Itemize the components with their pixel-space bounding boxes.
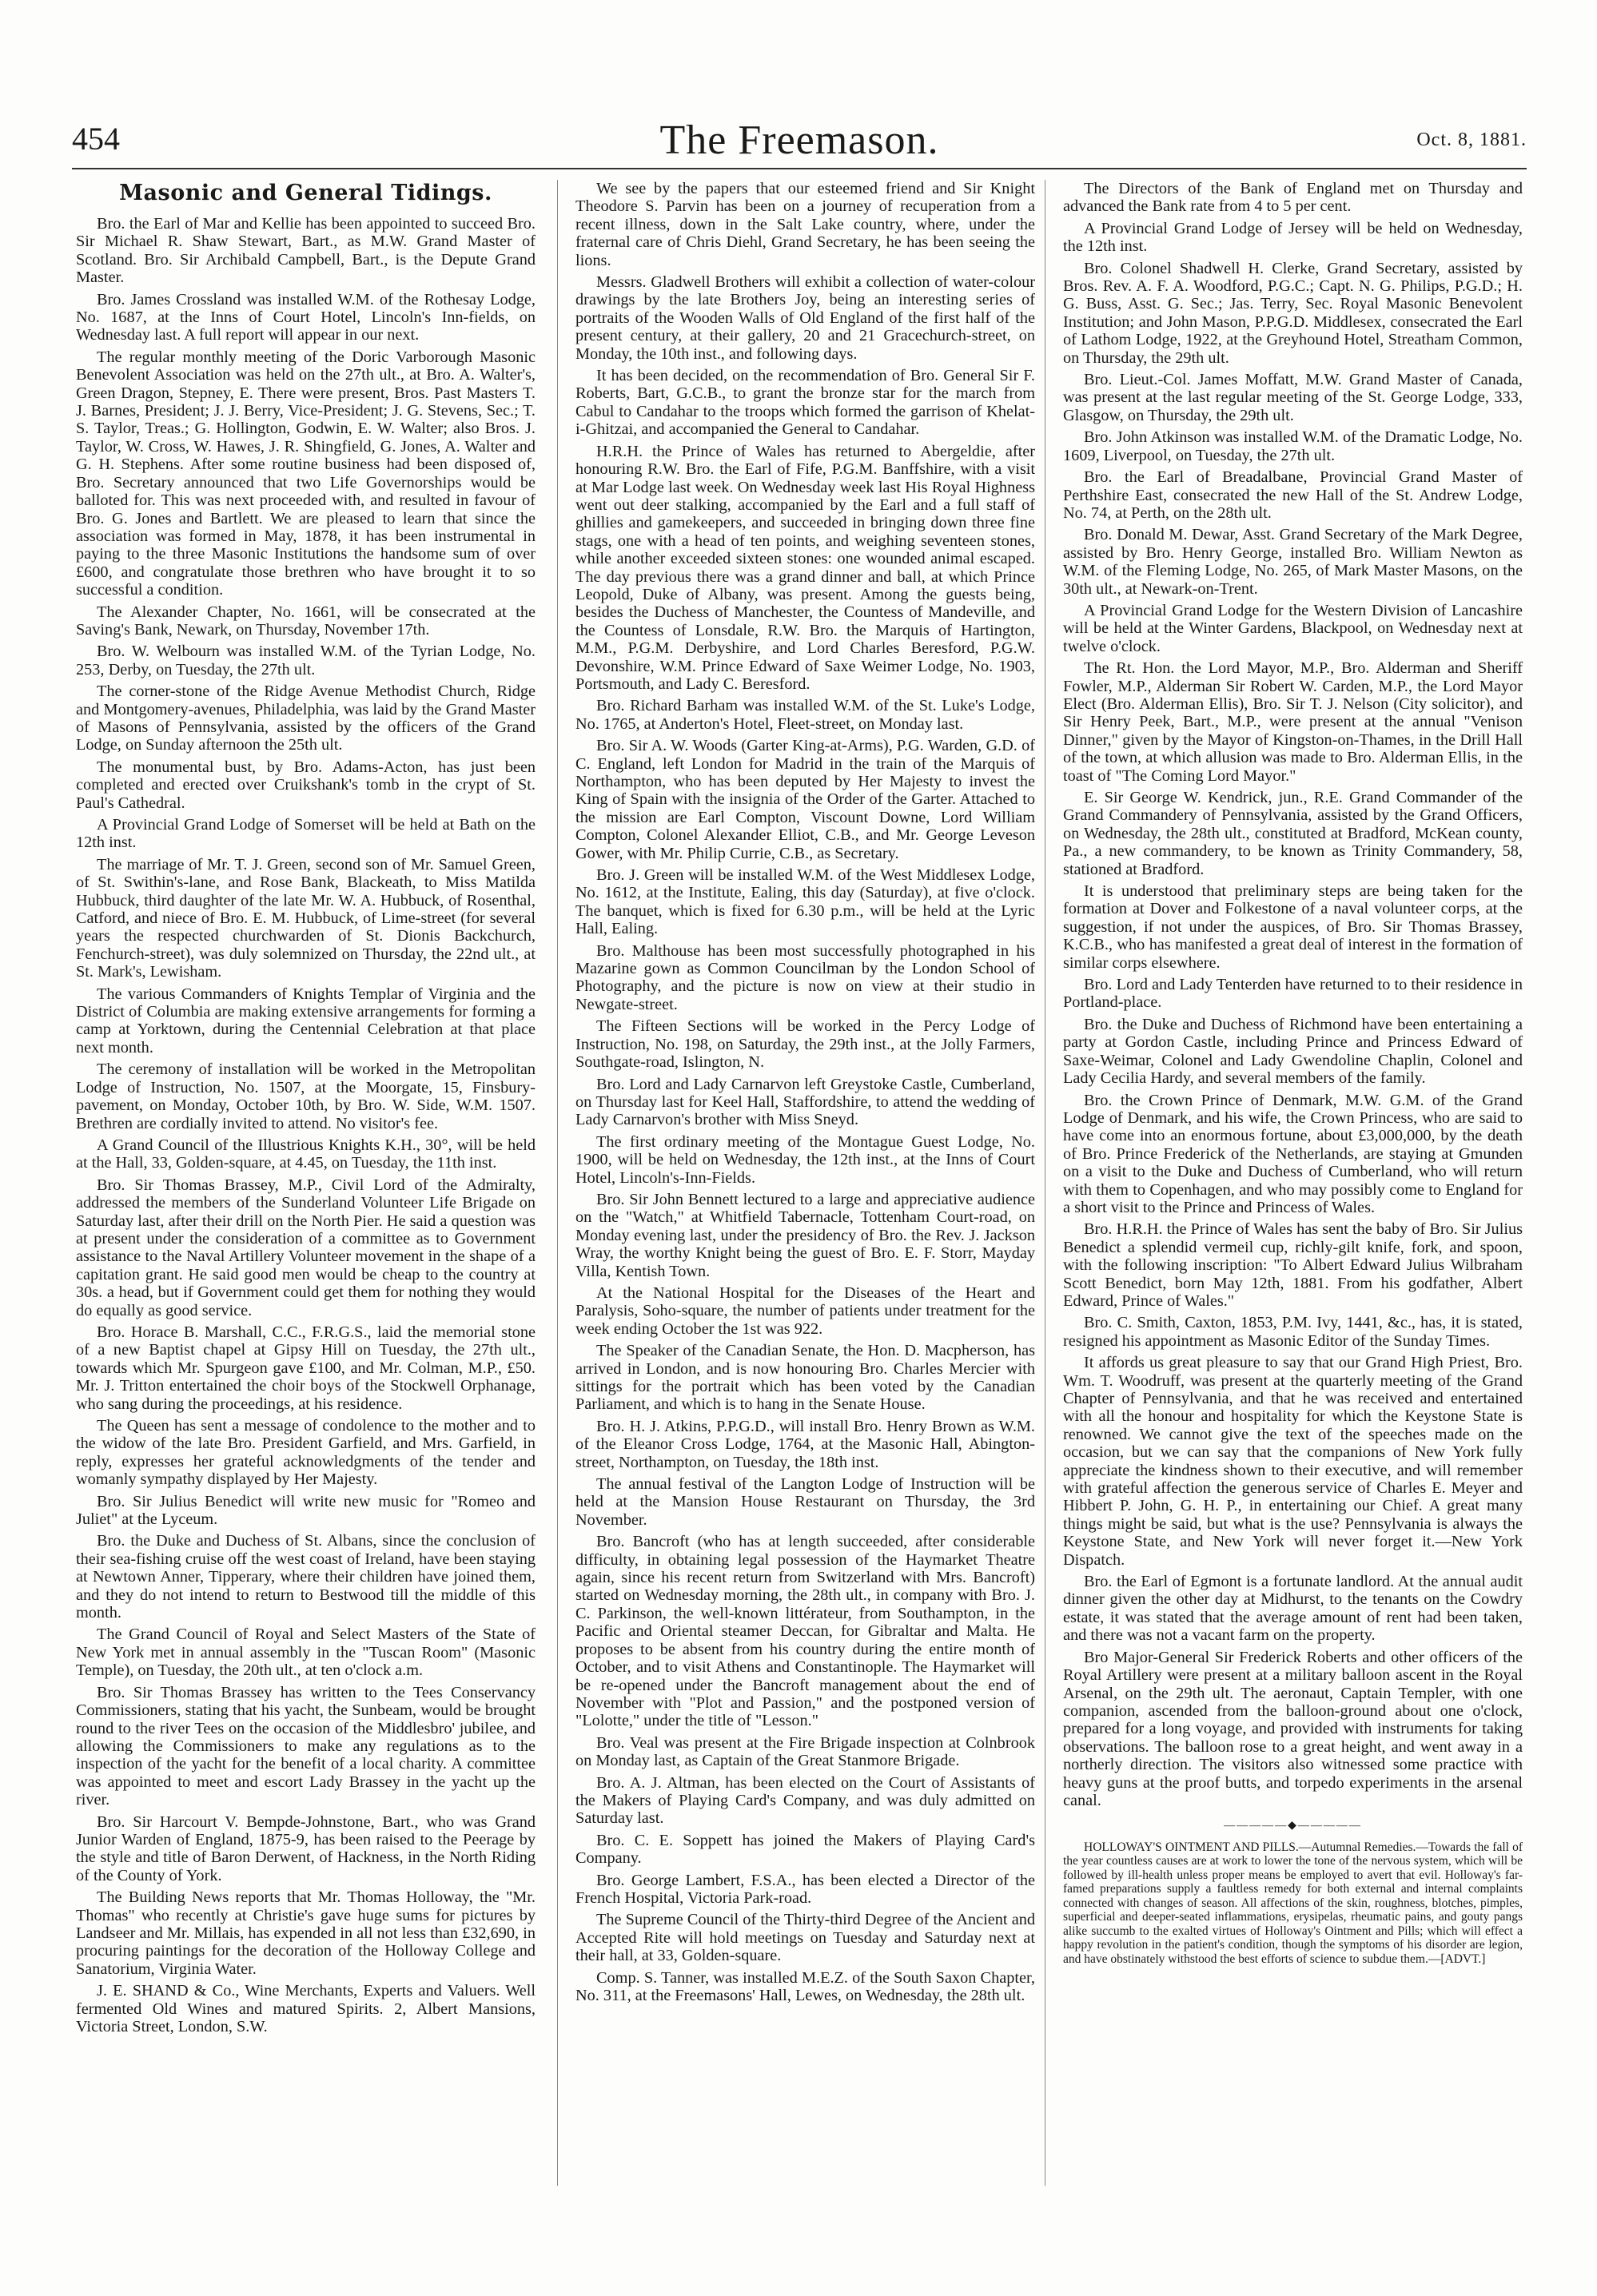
news-paragraph: Bro. H. J. Atkins, P.P.G.D., will install Bro. Henry Brown as W.M. of the Eleanor Cross Lodge, 1764, at the Masonic Hall, Abington-street, Northampton, on Tuesday, the 18th inst.: [575, 1417, 1035, 1471]
news-paragraph: It has been decided, on the recommendation of Bro. General Sir F. Roberts, Bart, G.C.B., to grant the bronze star for the march from Cabul to Candahar to the troops which formed the garrison of Khelat-i-Ghitzai, and accompanied the General to Candahar.: [575, 367, 1035, 439]
news-paragraph: Bro. Donald M. Dewar, Asst. Grand Secretary of the Mark Degree, assisted by Bro. Henry George, installed Bro. William Newton as W.M. of the Fleming Lodge, No. 265, of Mark Master Masons, on the 30th ult., at Newark-on-Trent.: [1063, 526, 1523, 598]
ornament-divider: —————◆—————: [1224, 1820, 1362, 1832]
news-paragraph: Bro. the Crown Prince of Denmark, M.W. G.M. of the Grand Lodge of Denmark, and his wife, the Crown Princess, who are said to have come into an enormous fortune, about £3,000,000, by the death of Bro. Prince Frederick of the Netherlands, are staying at Gmunden on a visit to the Duke and Duchess of Cumberland, who will return with them to Copenhagen, and who may possibly come to England for a short visit to the Prince and Princess of Wales.: [1063, 1091, 1523, 1216]
news-paragraph: Bro. James Crossland was installed W.M. of the Rothesay Lodge, No. 1687, at the Inns of Court Hotel, Lincoln's Inn-fields, on Wednesday last. A full report will appear in our next.: [76, 290, 536, 344]
news-paragraph: Bro. Veal was present at the Fire Brigade inspection at Colnbrook on Monday last, as Captain of the Great Stanmore Brigade.: [575, 1733, 1035, 1770]
news-paragraph: Messrs. Gladwell Brothers will exhibit a collection of water-colour drawings by the late Brothers Joy, being an interesting series of portraits of the Wooden Walls of Old England of the first half of the present century, at their gallery, 20 and 21 Gracechurch-street, on Monday, the 10th inst., and following days.: [575, 273, 1035, 363]
news-paragraph: Bro. the Earl of Breadalbane, Provincial Grand Master of Perthshire East, consecrated the new Hall of the St. Andrew Lodge, No. 74, at Perth, on the 28th ult.: [1063, 468, 1523, 522]
news-paragraph: Bro. the Duke and Duchess of Richmond have been entertaining a party at Gordon Castle, including Prince and Princess Edward of Saxe-Weimar, Colonel and Lady Gwendoline Chaplin, Colonel and Lady Cecilia Hardy, and several members of the family.: [1063, 1015, 1523, 1088]
news-paragraph: At the National Hospital for the Diseases of the Heart and Paralysis, Soho-square, the number of patients under treatment for the week ending October the 1st was 922.: [575, 1283, 1035, 1338]
news-paragraph: A Grand Council of the Illustrious Knights K.H., 30°, will be held at the Hall, 33, Golden-square, at 4.45, on Tuesday, the 11th inst.: [76, 1136, 536, 1172]
news-paragraph: A Provincial Grand Lodge for the Western Division of Lancashire will be held at the Winter Gardens, Blackpool, on Wednesday next at twelve o'clock.: [1063, 601, 1523, 655]
column-2-body: [575, 180, 1035, 2004]
news-paragraph: J. E. SHAND & Co., Wine Merchants, Experts and Valuers. Well fermented Old Wines and matured Spirits. 2, Albert Mansions, Victoria Street, London, S.W.: [76, 1982, 536, 2035]
news-paragraph: The ceremony of installation will be worked in the Metropolitan Lodge of Instruction, No. 1507, at the Moorgate, 15, Finsbury-pavement, on Monday, October 10th, by Bro. W. Side, W.M. 1507. Brethren are cordially invited to attend. No visitor's fee.: [76, 1060, 536, 1132]
news-paragraph: A Provincial Grand Lodge of Jersey will be held on Wednesday, the 12th inst.: [1063, 219, 1523, 256]
column-2: [575, 180, 1035, 2008]
news-paragraph: We see by the papers that our esteemed friend and Sir Knight Theodore S. Parvin has been on a journey of recuperation from a recent illness, down in the Salt Lake country, where, under the fraternal care of Chris Diehl, Grand Secretary, he has been seeing the lions.: [575, 180, 1035, 269]
news-paragraph: Bro. the Earl of Mar and Kellie has been appointed to succeed Bro. Sir Michael R. Shaw Stewart, Bart., as M.W. Grand Master of Scotland. Bro. Sir Archibald Campbell, Bart., is the Depute Grand Master.: [76, 215, 536, 287]
news-paragraph: The Grand Council of Royal and Select Masters of the State of New York met in annual assembly in the "Tuscan Room" (Masonic Temple), on Tuesday, the 20th ult., at ten o'clock a.m.: [76, 1626, 536, 1680]
news-paragraph: The regular monthly meeting of the Doric Varborough Masonic Benevolent Association was held on the 27th ult., at Bro. A. Walter's, Green Dragon, Stepney, E. There were present, Bros. Past Masters T. J. Barnes, President; J. J. Berry, Vice-President; J. G. Stevens, Sec.; T. S. Taylor, Treas.; G. Hollington, Godwin, E. W. Walter; also Bros. J. Taylor, W. Cross, W. Hawes, J. R. Shingfield, G. Jones, A. Walter and G. H. Stephens. After some routine business had been disposed of, Bro. Secretary announced that two Life Governorships would be balloted for. This was next proceeded with, and resulted in favour of Bro. G. Jones and Bartlett. We are pleased to learn that since the association was formed in May, 1878, it has been instrumental in paying to the three Masonic Institutions the handsome sum of over £600, and congratulate those brethren who have brought it to so successful a condition.: [76, 348, 536, 599]
news-paragraph: A Provincial Grand Lodge of Somerset will be held at Bath on the 12th inst.: [76, 816, 536, 852]
news-paragraph: Bro. Malthouse has been most successfully photographed in his Mazarine gown as Common Councilman by the London School of Photography, and the picture is now on view at their studio in Newgate-street.: [575, 941, 1035, 1013]
masthead: The Freemason.: [659, 117, 939, 163]
news-paragraph: The Speaker of the Canadian Senate, the Hon. D. Macpherson, has arrived in London, and is now honouring Bro. Charles Mercier with sittings for the portrait which has been voted by the Canadian Parliament, and which is to hang in the Senate House.: [575, 1342, 1035, 1414]
news-paragraph: It is understood that preliminary steps are being taken for the formation at Dover and Folkestone of a naval volunteer corps, at the suggestion, if not under the auspices, of Bro. Sir Thomas Brassey, K.C.B., who has manifested a great deal of interest in the formation of similar corps elsewhere.: [1063, 882, 1523, 972]
news-paragraph: The monumental bust, by Bro. Adams-Acton, has just been completed and erected over Cruikshank's tomb in the crypt of St. Paul's Cathedral.: [76, 758, 536, 812]
news-paragraph: The marriage of Mr. T. J. Green, second son of Mr. Samuel Green, of St. Swithin's-lane, and Rose Bank, Blackeath, to Miss Matilda Hubbuck, third daughter of the late Mr. W. A. Hubbuck, of Rosenthal, Catford, and niece of Bro. E. M. Hubbuck, of Lime-street (for several years the respected churchwarden of St. Dionis Backchurch, Fenchurch-street), was duly solemnized on Thursday, the 22nd ult., at St. Mark's, Lewisham.: [76, 855, 536, 981]
news-paragraph: The annual festival of the Langton Lodge of Instruction will be held at the Mansion House Restaurant on Thursday, the 3rd November.: [575, 1475, 1035, 1529]
news-paragraph: Bro. Sir Thomas Brassey, M.P., Civil Lord of the Admiralty, addressed the members of the Sunderland Volunteer Life Brigade on Saturday last, after their drill on the North Pier. He said a question was at present under the consideration of a committee as to Government assistance to the Naval Artillery Volunteer movement in the shape of a capitation grant. He said good men would be cheap to the country at 30s. a head, but if Government could get them for nothing they would do equally as good service.: [76, 1176, 536, 1319]
news-paragraph: The Supreme Council of the Thirty-third Degree of the Ancient and Accepted Rite will hold meetings on Tuesday and Saturday next at their hall, at 33, Golden-square.: [575, 1911, 1035, 1965]
news-paragraph: The Building News reports that Mr. Thomas Holloway, the "Mr. Thomas" who recently at Christie's gave huge sums for pictures by Landseer and Mr. Millais, has expended in all not less than £32,690, in procuring paintings for the decoration of the Holloway College and Sanatorium, Virginia Water.: [76, 1888, 536, 1978]
news-paragraph: Bro Major-General Sir Frederick Roberts and other officers of the Royal Artillery were present at a military balloon ascent in the Royal Arsenal, on the 29th ult. The aeronaut, Captain Templer, with one companion, ascended from the balloon-ground about one o'clock, prepared for a long voyage, and provided with instruments for taking observations. The balloon rose to a great height, and went away in a northerly direction. The visitors also witnessed some practice with heavy guns at the proof butts, and torpedo experiments in the arsenal canal.: [1063, 1648, 1523, 1809]
column-divider: [557, 180, 558, 2186]
news-paragraph: The first ordinary meeting of the Montague Guest Lodge, No. 1900, will be held on Wednesday, the 12th inst., at the Inns of Court Hotel, Lincoln's-Inn-Fields.: [575, 1132, 1035, 1187]
news-paragraph: The corner-stone of the Ridge Avenue Methodist Church, Ridge and Montgomery-avenues, Philadelphia, was laid by the Grand Master of Masons of Pennsylvania, assisted by the officers of the Grand Lodge, on Sunday afternoon the 25th ult.: [76, 682, 536, 754]
news-paragraph: Bro. Sir A. W. Woods (Garter King-at-Arms), P.G. Warden, G.D. of C. England, left London for Madrid in the train of the Marquis of Northampton, who has been deputed by Her Majesty to invest the King of Spain with the insignia of the Order of the Garter. Attached to the mission are Earl Compton, Viscount Downe, Lord William Compton, Colonel Alexander Elliot, C.B., and Mr. George Leveson Gower, with Mr. Philip Currie, C.B., as Secretary.: [575, 737, 1035, 862]
news-paragraph: Bro. Colonel Shadwell H. Clerke, Grand Secretary, assisted by Bros. Rev. A. F. A. Woodford, P.G.C.; Capt. N. G. Philips, P.G.D.; H. G. Buss, Asst. G. Sec.; Jas. Terry, Sec. Royal Masonic Benevolent Institution; and John Mason, P.P.G.D. Middlesex, consecrated the Earl of Lathom Lodge, 1922, at the Greyhound Hotel, Streatham Common, on Thursday, the 29th ult.: [1063, 259, 1523, 367]
news-paragraph: Bro. C. E. Soppett has joined the Makers of Playing Card's Company.: [575, 1831, 1035, 1868]
news-paragraph: Bro. J. Green will be installed W.M. of the West Middlesex Lodge, No. 1612, at the Institute, Ealing, this day (Saturday), at five o'clock. The banquet, which is fixed for 6.30 p.m., will be held at the Lyric Hall, Ealing.: [575, 866, 1035, 938]
news-paragraph: Bro. A. J. Altman, has been elected on the Court of Assistants of the Makers of Playing Card's Company, and was duly admitted on Saturday last.: [575, 1773, 1035, 1828]
column-3-body: [1063, 180, 1523, 1809]
news-paragraph: Bro. W. Welbourn was installed W.M. of the Tyrian Lodge, No. 253, Derby, on Tuesday, the 27th ult.: [76, 643, 536, 678]
column-3: [1063, 180, 1523, 1970]
news-paragraph: E. Sir George W. Kendrick, jun., R.E. Grand Commander of the Grand Commandery of Pennsylvania, assisted by the Grand Officers, on Wednesday, the 28th ult., constituted at Bradford, McKean county, Pa., a new commandery, to be known as Trinity Commandery, 58, stationed at Bradford.: [1063, 789, 1523, 878]
news-paragraph: Bro. H.R.H. the Prince of Wales has sent the baby of Bro. Sir Julius Benedict a splendid vermeil cup, richly-gilt knife, fork, and spoon, with the following inscription: "To Albert Edward Julius Wilbraham Scott Benedict, born May 12th, 1881. From his godfather, Albert Edward, Prince of Wales.": [1063, 1220, 1523, 1310]
news-paragraph: Bro. Sir John Bennett lectured to a large and appreciative audience on the "Watch," at Whitfield Tabernacle, Tottenham Court-road, on Monday evening last, under the presidency of Bro. the Rev. J. Jackson Wray, the worthy Knight being the guest of Bro. E. F. Storr, Mayday Villa, Kentish Town.: [575, 1190, 1035, 1280]
news-paragraph: Bro. C. Smith, Caxton, 1853, P.M. Ivy, 1441, &c., has, it is stated, resigned his appointment as Masonic Editor of the Sunday Times.: [1063, 1314, 1523, 1350]
news-paragraph: The Directors of the Bank of England met on Thursday and advanced the Bank rate from 4 to 5 per cent.: [1063, 180, 1523, 216]
news-paragraph: It affords us great pleasure to say that our Grand High Priest, Bro. Wm. T. Woodruff, was present at the quarterly meeting of the Grand Chapter of Pennsylvania, and that he was received and entertained with all the honour and hospitality for which the Keystone State is renowned. We cannot give the text of the speeches made on the occasion, but we can say that the companions of New York fully appreciate the kindness shown to their executive, and will remember with grateful affection the generous service of Charles E. Meyer and Hibbert P. John, G. H. P., in entertaining our Chief. A great many things might be said, but what is the use? Pennsylvania is always the Keystone State, and New York will never forget it.—New York Dispatch.: [1063, 1354, 1523, 1569]
news-paragraph: The various Commanders of Knights Templar of Virginia and the District of Columbia are making extensive arrangements for forming a camp at Yorktown, during the Centennial Celebration at that place next month.: [76, 985, 536, 1056]
news-paragraph: Comp. S. Tanner, was installed M.E.Z. of the South Saxon Chapter, No. 311, at the Freemasons' Hall, Lewes, on Wednesday, the 28th ult.: [575, 1968, 1035, 2004]
news-paragraph: H.R.H. the Prince of Wales has returned to Abergeldie, after honouring R.W. Bro. the Earl of Fife, P.G.M. Banffshire, with a visit at Mar Lodge last week. On Wednesday week last His Royal Highness went out deer stalking, accompanied by the Earl and a full staff of ghillies and gamekeepers, and succeeded in bringing down three fine stags, one with a head of ten points, and weighing seventeen stones, while another exceeded sixteen stones: one wounded animal escaped. The day previous there was a grand dinner and ball, at which Prince Leopold, Duke of Albany, was present. Among the guests being, besides the Duchess of Manchester, the Countess of Mandeville, and the Countess of Lonsdale, R.W. Bro. the Marquis of Hartington, M.M., P.G.M. Derbyshire, and Lord Charles Beresford, P.G.W. Devonshire, W.M. Prince Edward of Saxe Weimer Lodge, No. 1903, Portsmouth, and Lady C. Beresford.: [575, 442, 1035, 693]
page-header: [72, 118, 1527, 165]
news-paragraph: Bro. the Earl of Egmont is a fortunate landlord. At the annual audit dinner given the other day at Midhurst, to the tenants on the Cowdry estate, it was stated that the average amount of rent had been taken, and there was not a vacant farm on the property.: [1063, 1573, 1523, 1645]
advertisement: HOLLOWAY'S OINTMENT AND PILLS.—Autumnal Remedies.—Towards the fall of the year countless causes are at work to lower the tone of the nervous system, which will be followed by ill-health unless proper means be employed to avert that evil. Holloway's far-famed preparations supply a faultless remedy for both external and internal complaints connected with changes of season. All affections of the skin, roughness, blotches, pimples, superficial and deeper-seated inflammations, erysipelas, rheumatic pains, and gouty pangs alike succumb to the exalted virtues of Holloway's Ointment and Pills; which will effect a happy revolution in the patient's condition, though the symptoms of his disorder are legion, and have obstinately withstood the best efforts of science to subdue them.—[ADVT.]: [1063, 1840, 1523, 1966]
news-paragraph: Bro. Lieut.-Col. James Moffatt, M.W. Grand Master of Canada, was present at the last regular meeting of the St. George Lodge, 333, Glasgow, on Thursday, the 29th ult.: [1063, 371, 1523, 424]
news-paragraph: Bro. Lord and Lady Carnarvon left Greystoke Castle, Cumberland, on Thursday last for Keel Hall, Staffordshire, to attend the wedding of Lady Carnarvon's brother with Miss Sneyd.: [575, 1075, 1035, 1129]
news-paragraph: Bro. John Atkinson was installed W.M. of the Dramatic Lodge, No. 1609, Liverpool, on Tuesday, the 27th ult.: [1063, 428, 1523, 464]
news-paragraph: Bro. Horace B. Marshall, C.C., F.R.G.S., laid the memorial stone of a new Baptist chapel at Gipsy Hill on Tuesday, the 27th ult., towards which Mr. Spurgeon gave £100, and Mr. Colman, M.P., £50. Mr. J. Tritton entertained the choir boys of the Stockwell Orphanage, who sang during the proceedings, at his residence.: [76, 1323, 536, 1413]
news-paragraph: Bro. Sir Harcourt V. Bempde-Johnstone, Bart., who was Grand Junior Warden of England, 1875-9, has been raised to the Peerage by the style and title of Baron Derwent, of Hackness, in the North Riding of the County of York.: [76, 1813, 536, 1884]
section-title: Masonic and General Tidings.: [119, 181, 492, 205]
news-paragraph: Bro. Sir Thomas Brassey has written to the Tees Conservancy Commissioners, stating that his yacht, the Sunbeam, would be brought round to the river Tees on the occasion of the Middlesbro' jubilee, and allowing the Commissioners to make any regulations as to the inspection of the yacht for the benefit of a local charity. A committee was appointed to meet and escort Lady Brassey in the yacht up the river.: [76, 1683, 536, 1809]
issue-date: Oct. 8, 1881.: [1416, 129, 1527, 150]
header-rule: [72, 168, 1527, 169]
news-paragraph: Bro. Sir Julius Benedict will write new music for "Romeo and Juliet" at the Lyceum.: [76, 1492, 536, 1529]
news-paragraph: The Fifteen Sections will be worked in the Percy Lodge of Instruction, No. 198, on Saturday, the 29th inst., at the Jolly Farmers, Southgate-road, Islington, N.: [575, 1017, 1035, 1072]
news-paragraph: Bro. Richard Barham was installed W.M. of the St. Luke's Lodge, No. 1765, at Anderton's Hotel, Fleet-street, on Monday last.: [575, 697, 1035, 733]
news-paragraph: Bro. the Duke and Duchess of St. Albans, since the conclusion of their sea-fishing cruise off the west coast of Ireland, have been staying at Newtown Anner, Tipperary, where their children have joined them, and they do not intend to return to Bestwood till the middle of this month.: [76, 1532, 536, 1622]
news-paragraph: Bro. Lord and Lady Tenterden have returned to to their residence in Portland-place.: [1063, 976, 1523, 1012]
news-paragraph: The Rt. Hon. the Lord Mayor, M.P., Bro. Alderman and Sheriff Fowler, M.P., Alderman Sir Robert W. Carden, M.P., the Lord Mayor Elect (Bro. Alderman Ellis), Bro. Sir T. J. Nelson (City solicitor), and Sir Henry Peek, Bart., M.P., were present at the annual "Venison Dinner," given by the Mayor of Kingston-on-Thames, in the Drill Hall of the town, at which allusion was made to Bro. Alderman Ellis, in the toast of "The Coming Lord Mayor.": [1063, 659, 1523, 785]
news-paragraph: Bro. George Lambert, F.S.A., has been elected a Director of the French Hospital, Victoria Park-road.: [575, 1871, 1035, 1907]
page-number: 454: [72, 121, 120, 157]
news-paragraph: The Alexander Chapter, No. 1661, will be consecrated at the Saving's Bank, Newark, on Thursday, November 17th.: [76, 603, 536, 639]
news-paragraph: The Queen has sent a message of condolence to the mother and to the widow of the late Bro. President Garfield, and Mrs. Garfield, in reply, expresses her grateful acknowledgments of the tender and womanly sympathy displayed by Her Majesty.: [76, 1417, 536, 1489]
news-paragraph: Bro. Bancroft (who has at length succeeded, after considerable difficulty, in obtaining legal possession of the Haymarket Theatre again, since his recent return from Switzerland with Mrs. Bancroft) started on Wednesday morning, the 28th ult., in company with Bro. J. C. Parkinson, the well-known littérateur, from Southampton, in the Pacific and Oriental steamer Deccan, for Gibraltar and Malta. He proposes to be absent from his country during the entire month of October, and to visit Athens and Constantinople. The Haymarket will be re-opened under the Bancroft management about the end of November with "Plot and Passion," and the postponed version of "Lolotte," under the title of "Lesson.": [575, 1533, 1035, 1730]
column-1: [76, 180, 536, 2039]
column-1-body: [76, 215, 536, 2035]
